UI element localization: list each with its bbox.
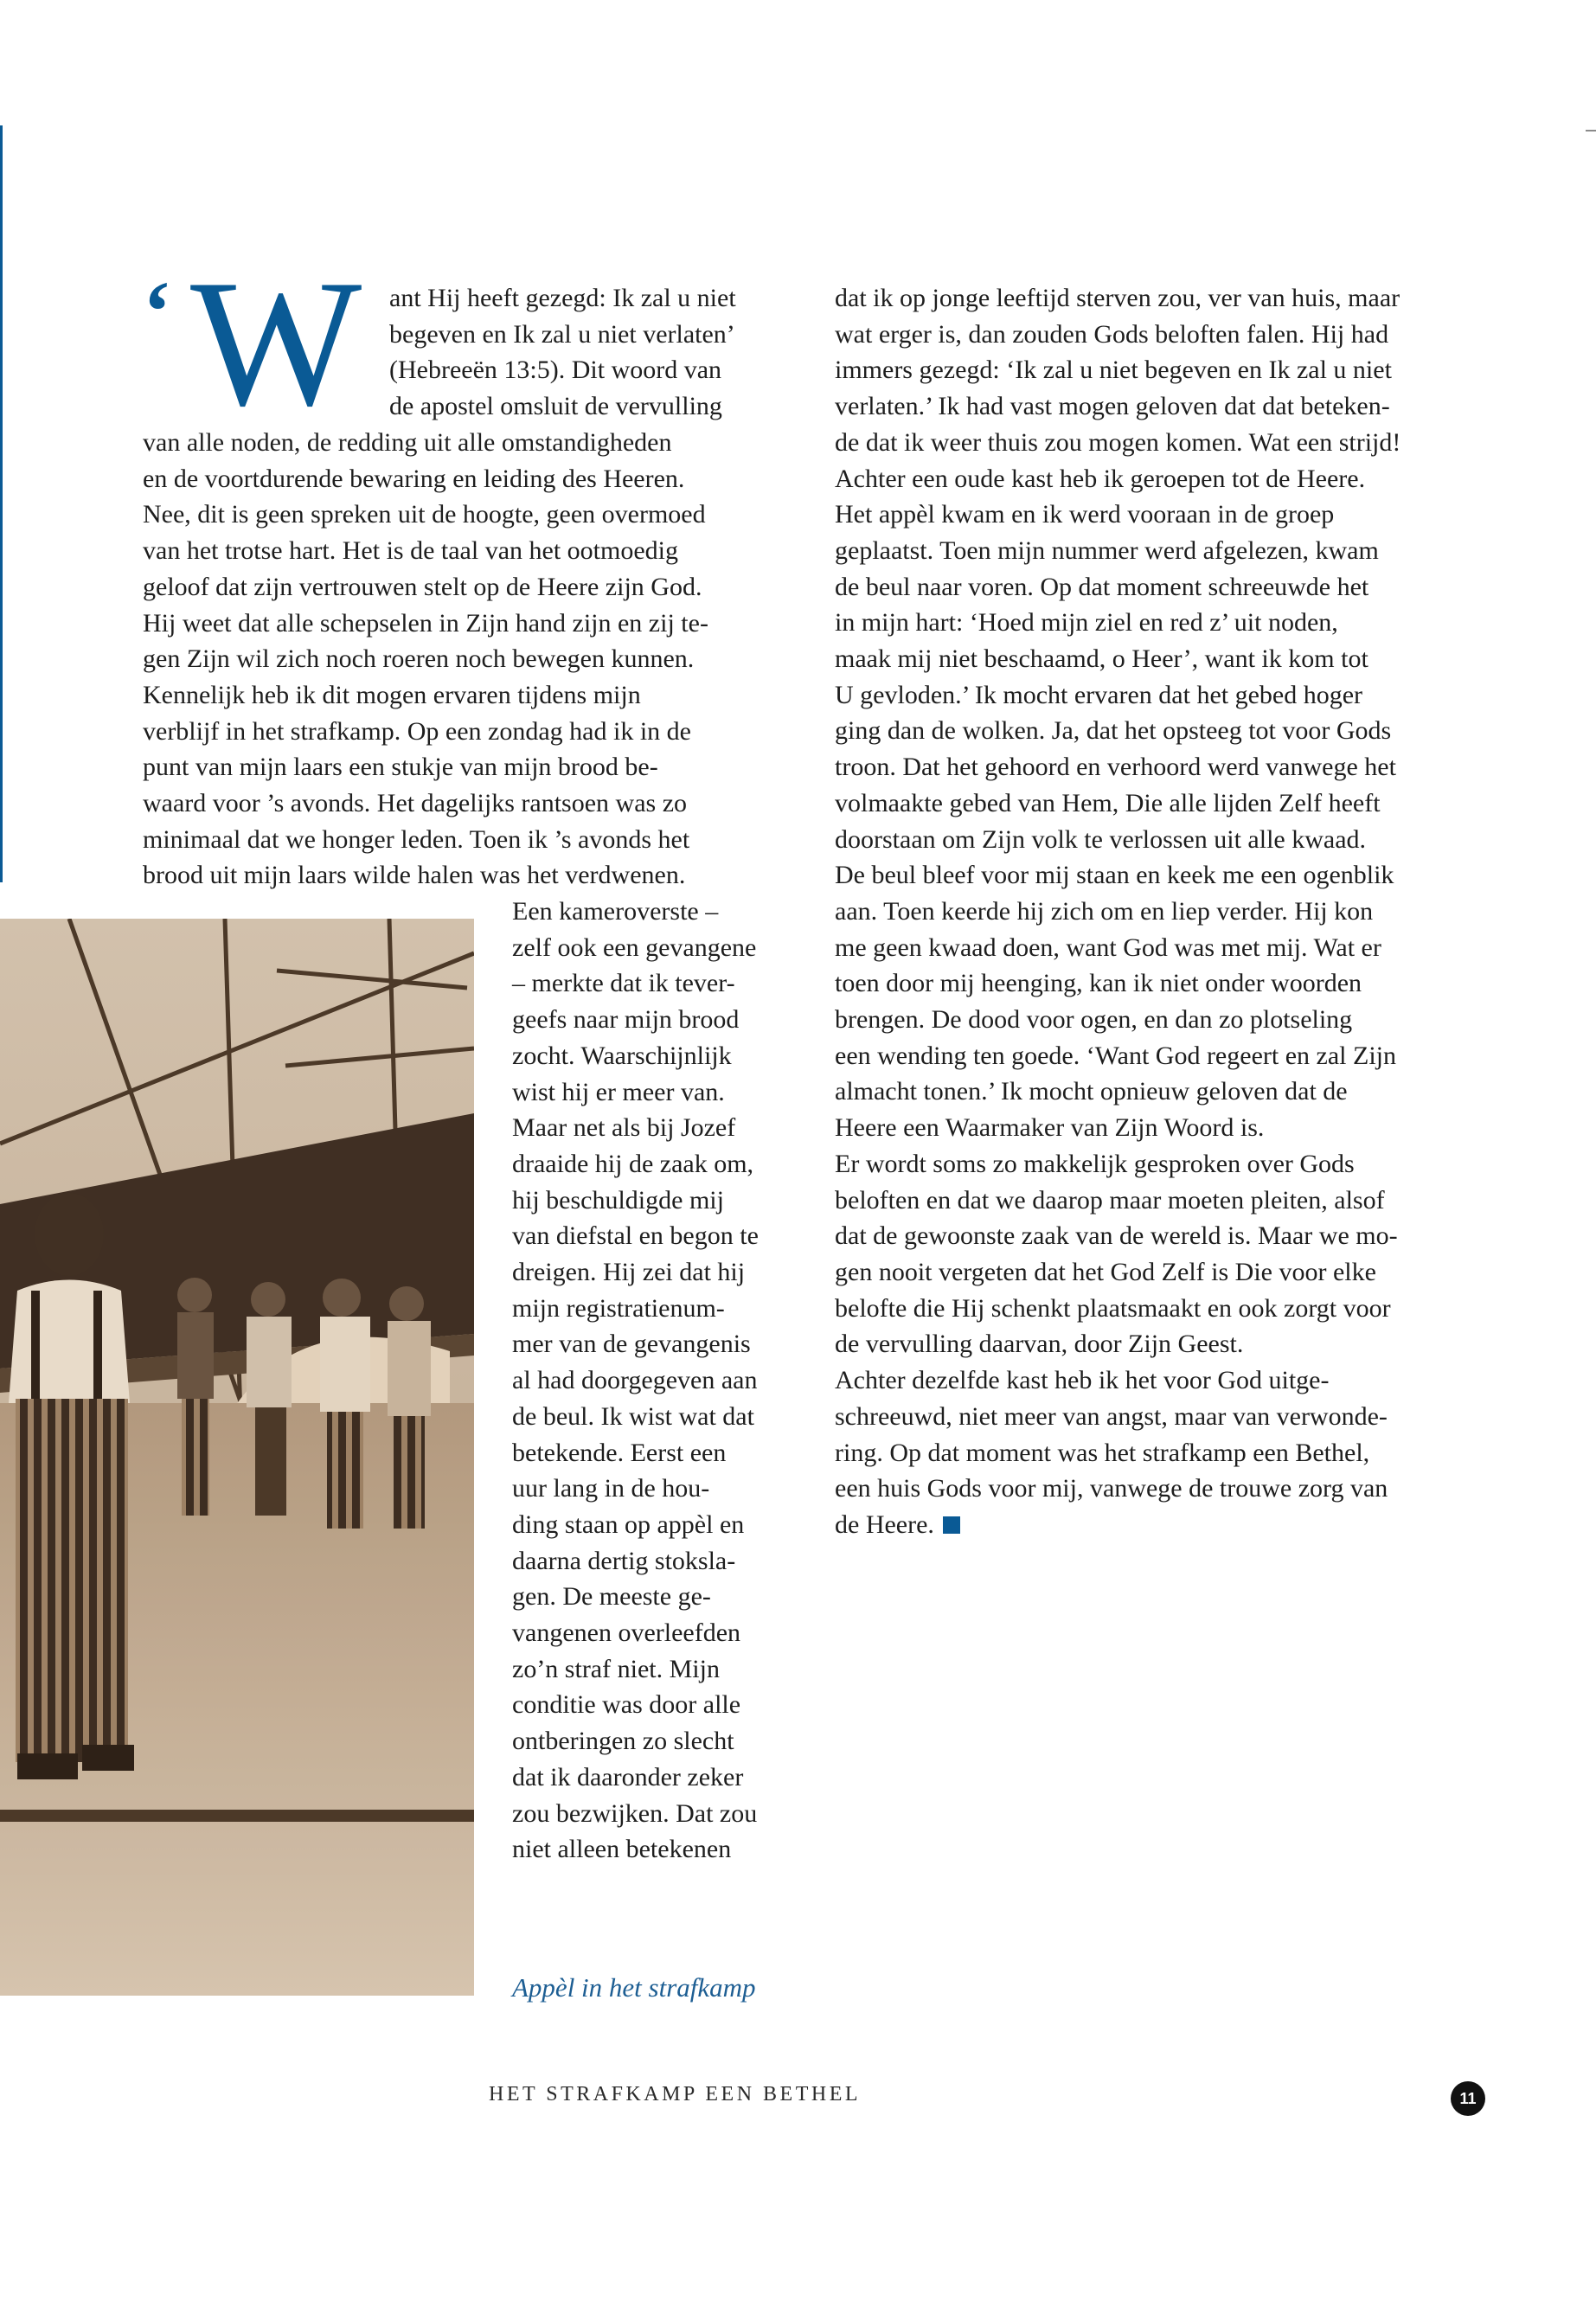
text-line: een huis Gods voor mij, vanwege de trouwe zorg van — [835, 1474, 1388, 1503]
text-line: aan. Toen keerde hij zich om en liep verder. Hij kon — [835, 896, 1374, 926]
text-line: de Heere. — [835, 1509, 934, 1539]
text-line: de apostel omsluit de vervulling — [389, 392, 722, 421]
text-line: de beul. Ik wist wat dat — [512, 1401, 754, 1431]
text-line: daarna dertig stoksla- — [512, 1546, 736, 1575]
left-column — [143, 425, 787, 894]
text-line: Maar net als bij Jozef — [512, 1113, 736, 1143]
text-line: mer van de gevangenis — [512, 1330, 751, 1359]
text-line: Nee, dit is geen spreken uit de hoogte, geen overmoed — [143, 500, 706, 529]
text-line: zou bezwijken. Dat zou — [512, 1798, 758, 1828]
text-line: immers gezegd: ‘Ik zal u niet begeven en Ik zal u niet — [835, 356, 1392, 385]
text-line: zocht. Waarschijnlijk — [512, 1041, 732, 1070]
text-line: Kennelijk heb ik dit mogen ervaren tijdens mijn — [143, 680, 641, 709]
running-footer-title: HET STRAFKAMP EEN BETHEL — [489, 2083, 862, 2106]
text-line: uur lang in de hou- — [512, 1474, 710, 1503]
text-line: belofte die Hij schenkt plaatsmaakt en ook zorgt voor — [835, 1293, 1391, 1323]
text-line: de beul naar voren. Op dat moment schreeuwde het — [835, 572, 1369, 601]
text-line: conditie was door alle — [512, 1690, 741, 1720]
text-line: Hij weet dat alle schepselen in Zijn hand zijn en zij te- — [143, 608, 708, 638]
text-line: dat ik daaronder zeker — [512, 1762, 744, 1791]
text-line: troon. Dat het gehoord en verhoord werd vanwege het — [835, 753, 1396, 782]
text-line: geloof dat zijn vertrouwen stelt op de Heere zijn God. — [143, 572, 702, 601]
text-line: geplaatst. Toen mijn nummer werd afgelezen, kwam — [835, 535, 1379, 565]
end-mark — [943, 1516, 960, 1534]
text-line: al had doorgegeven aan — [512, 1366, 758, 1395]
text-line: de dat ik weer thuis zou mogen komen. Wat een strijd! — [835, 427, 1401, 457]
text-line: ant Hij heeft gezegd: Ik zal u niet — [389, 284, 736, 312]
text-line: De beul bleef voor mij staan en keek me een ogenblik — [835, 861, 1394, 890]
text-line: me geen kwaad doen, want God was met mij. Wat er — [835, 933, 1381, 962]
text-line: betekende. Eerst een — [512, 1438, 727, 1467]
drop-cap-quote: ‘ — [143, 263, 172, 359]
text-line: draaide hij de zaak om, — [512, 1149, 754, 1178]
text-line: doorstaan om Zijn volk te verlossen uit alle kwaad. — [835, 824, 1367, 854]
text-line: brengen. De dood voor ogen, en dan zo plotseling — [835, 1005, 1353, 1035]
text-line: schreeuwd, niet meer van angst, maar van verwonde- — [835, 1401, 1388, 1431]
text-line: in mijn hart: ‘Hoed mijn ziel en red z’ uit noden, — [835, 608, 1338, 638]
text-line: ring. Op dat moment was het strafkamp een Bethel, — [835, 1438, 1370, 1467]
text-line: geefs naar mijn brood — [512, 1005, 740, 1035]
text-line: maak mij niet beschaamd, o Heer’, want ik kom tot — [835, 644, 1368, 674]
text-line: van alle noden, de redding uit alle omstandigheden — [143, 428, 672, 457]
text-line: waard voor ’s avonds. Het dagelijks rantsoen was zo — [143, 789, 688, 818]
text-line: – merkte dat ik tever- — [512, 969, 735, 998]
text-line: Een kameroverste – — [512, 897, 719, 926]
text-line: zo’n straf niet. Mijn — [512, 1654, 720, 1683]
text-line: minimaal dat we honger leden. Toen ik ’s avonds het — [143, 824, 690, 854]
text-line: van het trotse hart. Het is de taal van het ootmoedig — [143, 536, 678, 566]
final-line — [835, 1507, 1488, 1543]
text-line: wist hij er meer van. — [512, 1077, 725, 1106]
text-line: zelf ook een gevangene — [512, 933, 757, 962]
text-line: Achter dezelfde kast heb ik het voor God uitge- — [835, 1366, 1330, 1395]
text-line: brood uit mijn laars wilde halen was het verdwenen. — [143, 861, 686, 890]
photo-illustration — [0, 919, 474, 1996]
text-line: dreigen. Hij zei dat hij — [512, 1258, 746, 1287]
text-line: wat erger is, dan zouden Gods beloften falen. Hij had — [835, 319, 1389, 349]
camp-photo — [0, 919, 474, 1996]
text-line: beloften en dat we daarop maar moeten pleiten, alsof — [835, 1185, 1385, 1215]
text-line: mijn registratienum- — [512, 1293, 725, 1323]
text-line: gen Zijn wil zich noch roeren noch bewegen kunnen. — [143, 644, 695, 674]
text-line: U gevloden.’ Ik mocht ervaren dat het gebed hoger — [835, 680, 1363, 709]
narrow-column — [512, 894, 789, 1868]
text-line: gen nooit vergeten dat het God Zelf is Die voor elke — [835, 1257, 1376, 1286]
text-line: Het appèl kwam en ik werd vooraan in de groep — [835, 500, 1335, 529]
text-line: Achter een oude kast heb ik geroepen tot de Heere. — [835, 464, 1366, 493]
text-line: Heere een Waarmaker van Zijn Woord is. — [835, 1113, 1265, 1143]
text-line: (Hebreeën 13:5). Dit woord van — [389, 356, 722, 385]
text-line: van diefstal en begon te — [512, 1221, 759, 1251]
text-line: almacht tonen.’ Ik mocht opnieuw geloven dat de — [835, 1077, 1348, 1106]
text-line: volmaakte gebed van Hem, Die alle lijden Zelf heeft — [835, 788, 1381, 817]
intro-lines — [389, 280, 787, 425]
text-line: toen door mij heenging, kan ik niet onder woorden — [835, 969, 1362, 998]
text-line: dat de gewoonste zaak van de wereld is. Maar we mo- — [835, 1221, 1398, 1251]
text-line: verblijf in het strafkamp. Op een zondag had ik in de — [143, 716, 691, 746]
text-line: ontberingen zo slecht — [512, 1727, 734, 1756]
photo-caption: Appèl in het strafkamp — [512, 1972, 756, 2003]
text-line: punt van mijn laars een stukje van mijn brood be- — [143, 753, 658, 782]
text-line: begeven en Ik zal u niet verlaten’ — [389, 319, 735, 349]
text-line: een wending ten goede. ‘Want God regeert en zal Zijn — [835, 1041, 1396, 1070]
text-line: hij beschuldigde mij — [512, 1185, 724, 1215]
drop-cap-letter: W — [190, 243, 362, 444]
text-line: ding staan op appèl en — [512, 1509, 745, 1539]
text-line: niet alleen betekenen — [512, 1835, 732, 1864]
text-line: dat ik op jonge leeftijd sterven zou, ver van huis, maar — [835, 284, 1401, 312]
text-line: de vervulling daarvan, door Zijn Geest. — [835, 1330, 1244, 1359]
text-line: ging dan de wolken. Ja, dat het opsteeg tot voor Gods — [835, 716, 1392, 746]
text-line: gen. De meeste ge- — [512, 1582, 711, 1612]
text-line: Er wordt soms zo makkelijk gesproken over Gods — [835, 1149, 1355, 1178]
right-column — [835, 280, 1488, 1543]
text-line: vangenen overleefden — [512, 1618, 741, 1648]
margin-rule — [0, 125, 3, 882]
text-line: en de voortdurende bewaring en leiding des Heeren. — [143, 464, 685, 493]
crop-mark — [1586, 130, 1596, 131]
page-number-badge: 11 — [1451, 2081, 1485, 2116]
text-line: verlaten.’ Ik had vast mogen geloven dat dat beteken- — [835, 392, 1390, 421]
